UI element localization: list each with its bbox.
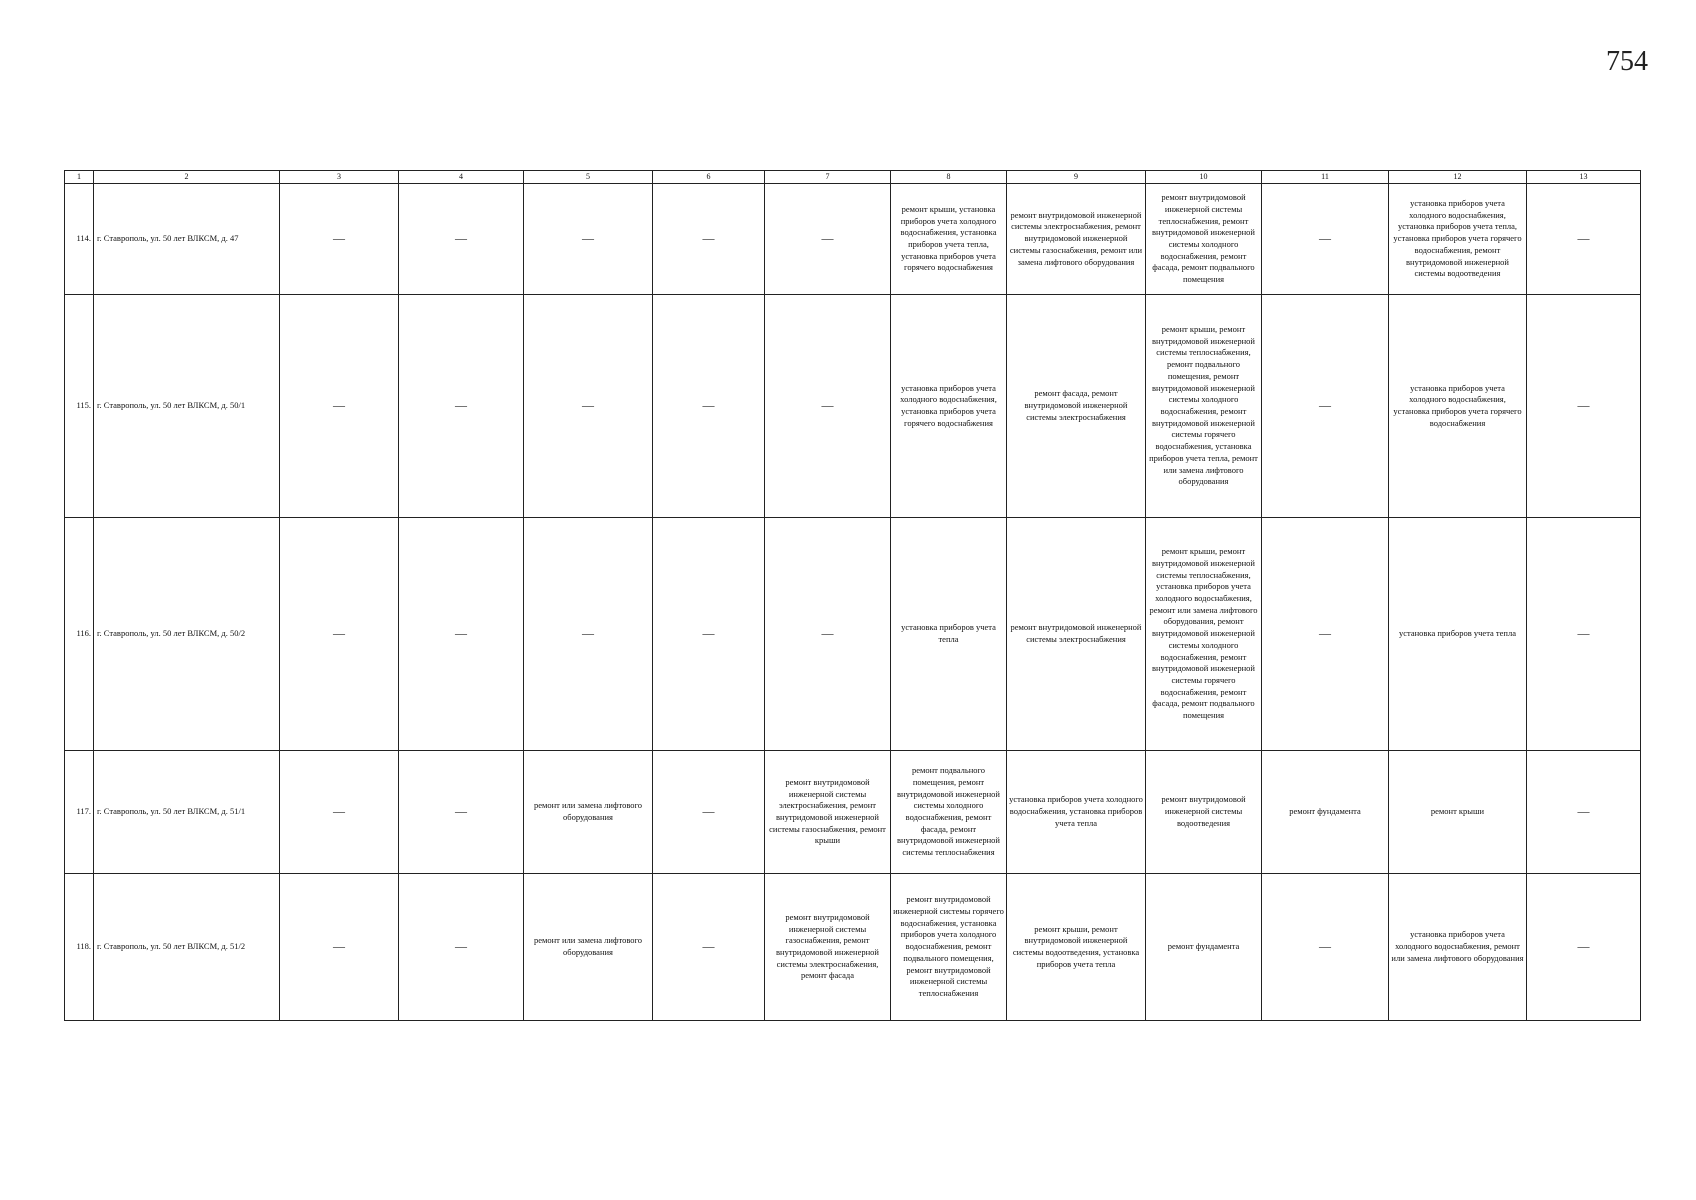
- table-cell: ремонт крыши, ремонт внутридомовой инженерной системы теплоснабжения, установка приборов учета холодного водоснабжения, ремонт или замена лифтового оборудования, ремонт внутридомовой инженерной системы холодного водоснабжения, ремонт внутридомовой инженерной системы горячего водоснабжения, ремонт фасада, ремонт подвального помещения: [1146, 518, 1262, 751]
- table-cell: ремонт фундамента: [1262, 751, 1389, 874]
- table-cell: ремонт или замена лифтового оборудования: [524, 874, 653, 1021]
- table-cell: [399, 518, 524, 751]
- dash-mark: —: [702, 804, 715, 819]
- dash-mark: —: [1577, 804, 1590, 819]
- table-cell: [524, 295, 653, 518]
- column-header: 6: [653, 171, 765, 184]
- row-address: г. Ставрополь, ул. 50 лет ВЛКСМ, д. 50/2: [94, 518, 280, 751]
- table-cell: [1262, 295, 1389, 518]
- row-address: г. Ставрополь, ул. 50 лет ВЛКСМ, д. 50/1: [94, 295, 280, 518]
- table-cell: установка приборов учета тепла: [1389, 518, 1527, 751]
- column-header: 1: [65, 171, 94, 184]
- table-cell: [765, 518, 891, 751]
- dash-mark: —: [1319, 231, 1331, 246]
- table-cell: ремонт внутридомовой инженерной системы электроснабжения: [1007, 518, 1146, 751]
- column-header: 4: [399, 171, 524, 184]
- row-number: 116.: [65, 518, 94, 751]
- column-header: 10: [1146, 171, 1262, 184]
- column-header: 5: [524, 171, 653, 184]
- table-cell: ремонт крыши, ремонт внутридомовой инженерной системы теплоснабжения, ремонт подвального помещения, ремонт внутридомовой инженерной системы холодного водоснабжения, ремонт внутридомовой инженерной системы горячего водоснабжения, установка приборов учета тепла, ремонт или замена лифтового оборудования: [1146, 295, 1262, 518]
- table-row: [65, 184, 1641, 295]
- table-cell: [765, 184, 891, 295]
- table-cell: ремонт крыши, ремонт внутридомовой инженерной системы водоотведения, установка приборов учета тепла: [1007, 874, 1146, 1021]
- table-cell: [1262, 518, 1389, 751]
- dash-mark: —: [1577, 398, 1590, 413]
- table-cell: [1527, 184, 1641, 295]
- dash-mark: —: [455, 231, 467, 246]
- dash-mark: —: [455, 398, 467, 413]
- dash-mark: —: [1577, 939, 1590, 954]
- table-row: [65, 874, 1641, 1021]
- dash-mark: —: [333, 626, 345, 641]
- table-cell: установка приборов учета холодного водоснабжения, установка приборов учета горячего водоснабжения: [891, 295, 1007, 518]
- table-cell: [399, 184, 524, 295]
- row-number: 118.: [65, 874, 94, 1021]
- table-cell: ремонт фундамента: [1146, 874, 1262, 1021]
- dash-mark: —: [1577, 231, 1590, 246]
- dash-mark: —: [455, 804, 467, 819]
- table-cell: ремонт крыши, установка приборов учета холодного водоснабжения, установка приборов учета тепла, установка приборов учета горячего водоснабжения: [891, 184, 1007, 295]
- table-cell: установка приборов учета тепла: [891, 518, 1007, 751]
- dash-mark: —: [821, 398, 834, 413]
- row-address: г. Ставрополь, ул. 50 лет ВЛКСМ, д. 47: [94, 184, 280, 295]
- table-cell: ремонт крыши: [1389, 751, 1527, 874]
- dash-mark: —: [702, 398, 715, 413]
- table-cell: [653, 518, 765, 751]
- row-address: г. Ставрополь, ул. 50 лет ВЛКСМ, д. 51/2: [94, 874, 280, 1021]
- table-cell: [1262, 184, 1389, 295]
- table-cell: [399, 874, 524, 1021]
- dash-mark: —: [455, 939, 467, 954]
- column-number-row: [65, 171, 1641, 184]
- table-cell: ремонт подвального помещения, ремонт внутридомовой инженерной системы холодного водоснабжения, ремонт фасада, ремонт внутридомовой инженерной системы теплоснабжения: [891, 751, 1007, 874]
- page-number: 754: [1606, 46, 1648, 77]
- dash-mark: —: [333, 939, 345, 954]
- table-cell: установка приборов учета холодного водоснабжения, установка приборов учета тепла: [1007, 751, 1146, 874]
- table-cell: ремонт внутридомовой инженерной системы электроснабжения, ремонт внутридомовой инженерной системы газоснабжения, ремонт или замена лифтового оборудования: [1007, 184, 1146, 295]
- table-cell: установка приборов учета холодного водоснабжения, установка приборов учета тепла, установка приборов учета горячего водоснабжения, ремонт внутридомовой инженерной системы водоотведения: [1389, 184, 1527, 295]
- table-cell: [524, 184, 653, 295]
- table-cell: [280, 295, 399, 518]
- column-header: 11: [1262, 171, 1389, 184]
- column-header: 8: [891, 171, 1007, 184]
- table-cell: [653, 751, 765, 874]
- table-cell: [1262, 874, 1389, 1021]
- row-address: г. Ставрополь, ул. 50 лет ВЛКСМ, д. 51/1: [94, 751, 280, 874]
- table-cell: ремонт внутридомовой инженерной системы газоснабжения, ремонт внутридомовой инженерной системы электроснабжения, ремонт фасада: [765, 874, 891, 1021]
- dash-mark: —: [333, 804, 345, 819]
- dash-mark: —: [582, 231, 594, 246]
- column-header: 2: [94, 171, 280, 184]
- dash-mark: —: [1319, 626, 1331, 641]
- table-cell: ремонт фасада, ремонт внутридомовой инженерной системы электроснабжения: [1007, 295, 1146, 518]
- column-header: 3: [280, 171, 399, 184]
- table-cell: [1527, 874, 1641, 1021]
- table-cell: ремонт внутридомовой инженерной системы горячего водоснабжения, установка приборов учета холодного водоснабжения, ремонт подвального помещения, ремонт внутридомовой инженерной системы теплоснабжения: [891, 874, 1007, 1021]
- column-header: 12: [1389, 171, 1527, 184]
- dash-mark: —: [582, 626, 594, 641]
- table-cell: [399, 751, 524, 874]
- dash-mark: —: [1319, 398, 1331, 413]
- table-cell: [280, 184, 399, 295]
- table-cell: [1527, 518, 1641, 751]
- column-header: 13: [1527, 171, 1641, 184]
- dash-mark: —: [702, 939, 715, 954]
- row-number: 114.: [65, 184, 94, 295]
- table-cell: [399, 295, 524, 518]
- table-cell: [1527, 295, 1641, 518]
- table-cell: [653, 874, 765, 1021]
- column-header: 7: [765, 171, 891, 184]
- table-cell: [524, 518, 653, 751]
- column-header: 9: [1007, 171, 1146, 184]
- dash-mark: —: [702, 231, 715, 246]
- dash-mark: —: [1577, 626, 1590, 641]
- dash-mark: —: [333, 398, 345, 413]
- table-cell: установка приборов учета холодного водоснабжения, ремонт или замена лифтового оборудования: [1389, 874, 1527, 1021]
- row-number: 115.: [65, 295, 94, 518]
- row-number: 117.: [65, 751, 94, 874]
- table-cell: установка приборов учета холодного водоснабжения, установка приборов учета горячего водоснабжения: [1389, 295, 1527, 518]
- dash-mark: —: [702, 626, 715, 641]
- table-cell: ремонт внутридомовой инженерной системы водоотведения: [1146, 751, 1262, 874]
- table-cell: ремонт или замена лифтового оборудования: [524, 751, 653, 874]
- table-cell: ремонт внутридомовой инженерной системы электроснабжения, ремонт внутридомовой инженерной системы газоснабжения, ремонт крыши: [765, 751, 891, 874]
- table-row: [65, 295, 1641, 518]
- dash-mark: —: [582, 398, 594, 413]
- dash-mark: —: [821, 626, 834, 641]
- dash-mark: —: [455, 626, 467, 641]
- table-cell: [653, 295, 765, 518]
- table-row: [65, 518, 1641, 751]
- table-cell: [653, 184, 765, 295]
- table-cell: [280, 518, 399, 751]
- table-row: [65, 751, 1641, 874]
- dash-mark: —: [1319, 939, 1331, 954]
- table-cell: [1527, 751, 1641, 874]
- table-cell: [765, 295, 891, 518]
- table-cell: [280, 751, 399, 874]
- dash-mark: —: [333, 231, 345, 246]
- table-cell: [280, 874, 399, 1021]
- dash-mark: —: [821, 231, 834, 246]
- capital-repair-table: [64, 170, 1641, 1021]
- table-cell: ремонт внутридомовой инженерной системы теплоснабжения, ремонт внутридомовой инженерной системы холодного водоснабжения, ремонт фасада, ремонт подвального помещения: [1146, 184, 1262, 295]
